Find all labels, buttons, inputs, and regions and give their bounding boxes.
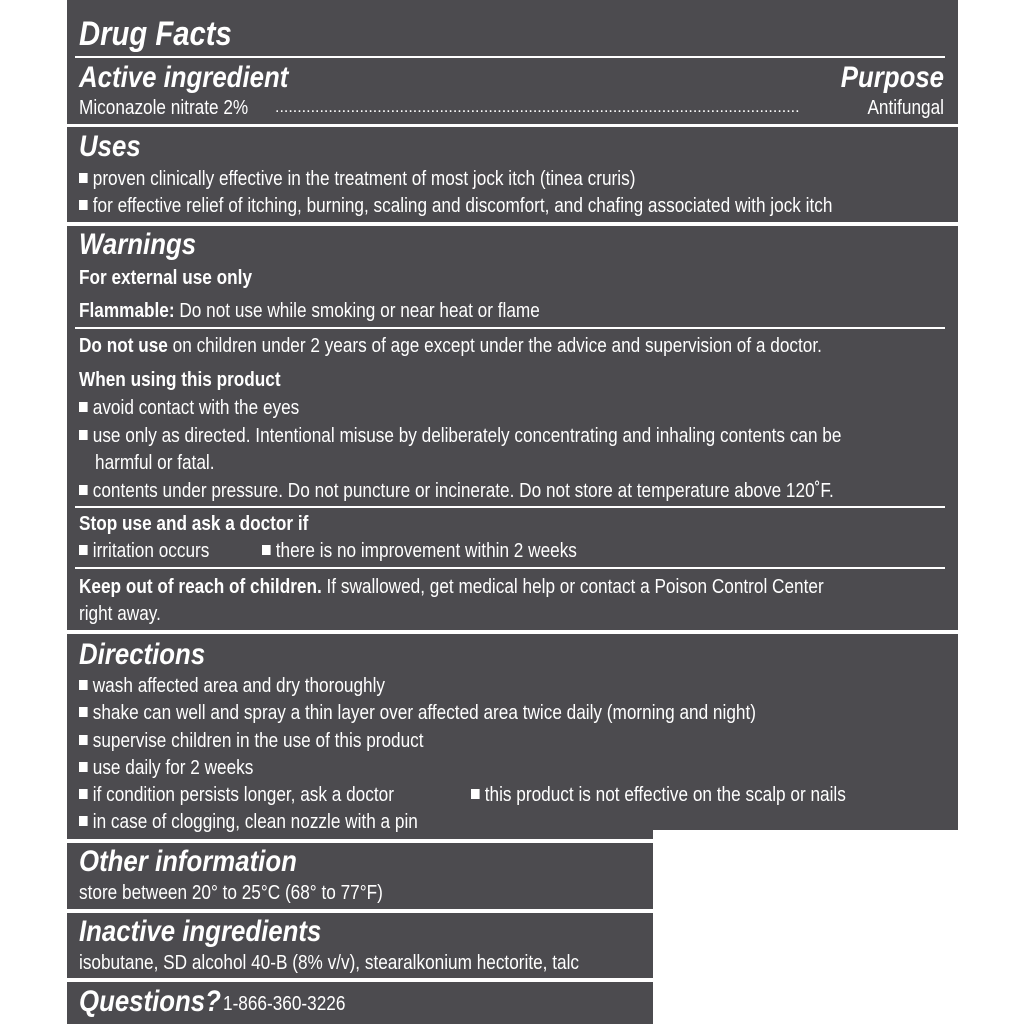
directions-item-2: shake can well and spray a thin layer over affected area twice daily (morning and night) <box>79 701 756 725</box>
inactive-ingredients-text: isobutane, SD alcohol 40-B (8% v/v), stearalkonium hectorite, talc <box>79 952 579 974</box>
title-rule <box>75 56 945 58</box>
bullet-icon <box>79 430 88 440</box>
questions-panel <box>67 982 653 1024</box>
uses-heading: Uses <box>79 130 141 163</box>
other-information-text: store between 20° to 25°C (68° to 77°F) <box>79 882 383 904</box>
uses-panel <box>67 127 958 222</box>
bullet-icon <box>79 545 88 555</box>
bullet-icon <box>79 680 88 690</box>
directions-item-5: if condition persists longer, ask a doctor <box>79 783 394 807</box>
drug-facts-title: Drug Facts <box>79 15 232 53</box>
warnings-rule-3 <box>75 567 945 569</box>
bullet-icon <box>79 789 88 799</box>
purpose-text: Antifungal <box>867 97 944 119</box>
when-using-item-1: avoid contact with the eyes <box>79 396 299 420</box>
bullet-icon <box>79 762 88 772</box>
bullet-icon <box>79 485 88 495</box>
directions-heading: Directions <box>79 638 206 671</box>
uses-item-2: for effective relief of itching, burning, scaling and discomfort, and chafing associated with jock itch <box>79 194 832 218</box>
external-use-text: For external use only <box>79 267 253 289</box>
bullet-icon <box>79 173 88 183</box>
bullet-icon <box>79 735 88 745</box>
questions-phone: 1-866-360-3226 <box>223 993 346 1015</box>
bullet-icon <box>79 707 88 717</box>
keep-out-line: Keep out of reach of children. If swallowed, get medical help or contact a Poison Control Center <box>79 576 824 598</box>
when-using-heading: When using this product <box>79 369 281 391</box>
when-using-item-2-cont: harmful or fatal. <box>95 452 215 474</box>
warnings-rule-1 <box>75 327 945 329</box>
active-ingredient-heading: Active ingredient <box>79 61 289 94</box>
do-not-use-line: Do not use on children under 2 years of age except under the advice and supervision of a doctor. <box>79 335 822 357</box>
drug-facts-panel <box>67 0 958 124</box>
bullet-icon <box>79 816 88 826</box>
directions-item-1: wash affected area and dry thoroughly <box>79 674 385 698</box>
inactive-ingredients-panel <box>67 913 653 978</box>
keep-out-line-2: right away. <box>79 603 161 625</box>
uses-item-1: proven clinically effective in the treatment of most jock itch (tinea cruris) <box>79 167 635 191</box>
bullet-icon <box>79 402 88 412</box>
questions-heading: Questions? <box>79 985 221 1018</box>
stop-use-item-1: irritation occurs <box>79 539 209 563</box>
inactive-ingredients-heading: Inactive ingredients <box>79 915 322 948</box>
directions-item-7: in case of clogging, clean nozzle with a pin <box>79 810 418 834</box>
directions-item-3: supervise children in the use of this product <box>79 729 424 753</box>
other-information-panel <box>67 843 653 909</box>
stop-use-item-2: there is no improvement within 2 weeks <box>262 539 577 563</box>
stop-use-heading: Stop use and ask a doctor if <box>79 513 309 535</box>
bullet-icon <box>262 545 271 555</box>
when-using-item-3: contents under pressure. Do not puncture or incinerate. Do not store at temperature above 120˚F. <box>79 479 834 503</box>
active-ingredient-name: Miconazole nitrate 2% <box>79 97 249 119</box>
other-information-heading: Other information <box>79 845 297 878</box>
directions-item-6: this product is not effective on the scalp or nails <box>471 783 846 807</box>
warnings-panel <box>67 226 958 630</box>
bullet-icon <box>79 200 88 210</box>
directions-panel <box>67 634 958 830</box>
flammable-line: Flammable: Do not use while smoking or near heat or flame <box>79 300 540 322</box>
warnings-heading: Warnings <box>79 228 197 261</box>
when-using-item-2: use only as directed. Intentional misuse by deliberately concentrating and inhaling contents can be <box>79 424 841 448</box>
purpose-heading: Purpose <box>840 61 944 94</box>
warnings-rule-2 <box>75 506 945 508</box>
bullet-icon <box>471 789 480 799</box>
active-leader-dots: ...................................................................................................................... <box>275 99 800 116</box>
directions-item-4: use daily for 2 weeks <box>79 756 253 780</box>
